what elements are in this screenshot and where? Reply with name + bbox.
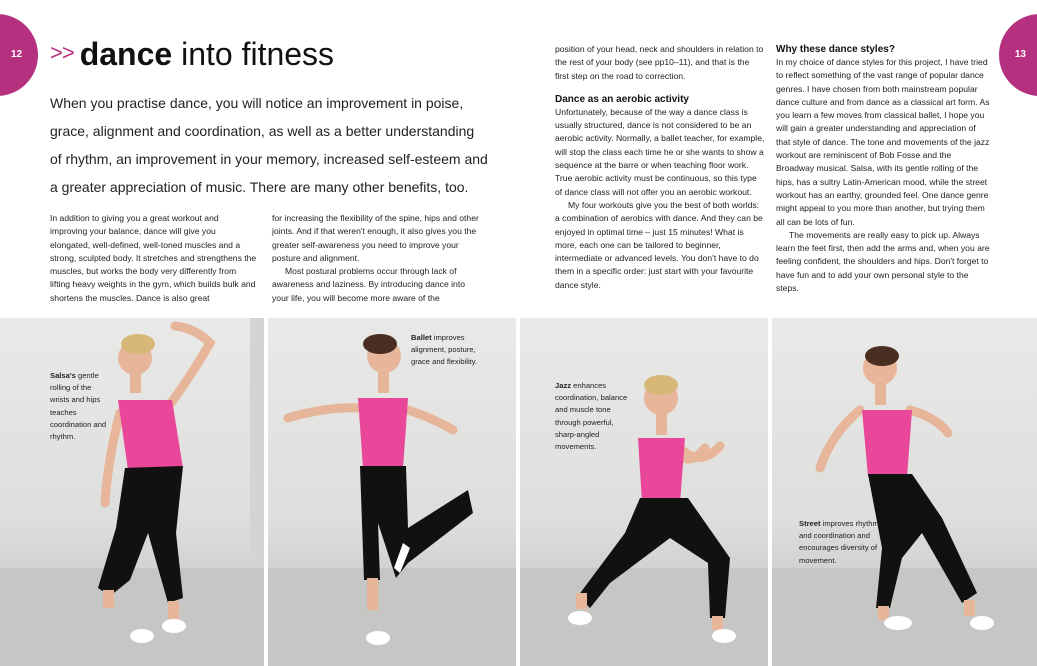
jazz-dancer-illustration (520, 318, 768, 666)
intro-paragraph (50, 89, 490, 201)
body-paragraph: position of your head, neck and shoulders in relation to the rest of your body (see pp10–11), and that is the first step on the road to correction. (555, 44, 764, 81)
body-column-3 (555, 43, 765, 292)
photo-jazz (520, 318, 768, 666)
body-paragraph: for increasing the flexibility of the spine, hips and other joints. And if that weren't enough, it also gives you the greater self-awareness you need to improve your posture and alignment. (272, 213, 479, 263)
street-dancer-illustration (772, 318, 1037, 666)
page-title (50, 36, 334, 73)
intro-line: grace, alignment and coordination, as well as a better understanding (50, 123, 475, 139)
section-heading-aerobic: Dance as an aerobic activity (555, 93, 689, 105)
photo-street (772, 318, 1037, 666)
caption-text: improves alignment, posture, grace and flexibility. (411, 333, 478, 367)
title-bold: dance (79, 36, 173, 72)
caption-bold: Salsa's (50, 371, 76, 380)
caption-ballet (411, 332, 483, 369)
caption-bold: Ballet (411, 333, 432, 342)
page-number-right: 13 (1014, 49, 1026, 60)
title-chevrons: >> (50, 40, 74, 65)
caption-text: improves rhythm and coordination and encourages diversity of movement. (799, 519, 879, 565)
title-rest: into fitness (172, 36, 335, 72)
caption-jazz (555, 380, 629, 453)
page-number-left: 12 (11, 49, 23, 60)
caption-street (799, 518, 879, 567)
intro-line: When you practise dance, you will notice an improvement in poise, (50, 95, 464, 111)
caption-text: enhances coordination, balance and muscle tone through powerful, sharp-angled movements. (555, 381, 628, 452)
salsa-dancer-illustration (0, 318, 264, 666)
intro-line: of rhythm, an improvement in your memory, increased self-esteem and (50, 151, 488, 167)
body-paragraph: In addition to giving you a great workout and improving your balance, dance will give you elongated, well-defined, well-toned muscles and a strong, sculpted body. It stretches and strengthens the muscles, but works the body very differently from lifting heavy weights in the gym, which builds bulk and shortens the muscles. Dance is also great (50, 213, 257, 303)
section-heading-styles: Why these dance styles? (776, 44, 895, 55)
caption-text: gentle rolling of the wrists and hips teaches coordination and rhythm. (50, 371, 107, 442)
body-column-4 (776, 43, 990, 295)
body-paragraph: Unfortunately, because of the way a dance class is usually structured, dance is not considered to be an aerobic activity. Normally, a ballet teacher, for example, will stop the class each time he or she wants to show a sequence at the barre or when teaching floor work. True aerobic activity must be continuous, so this type of dance class will not offer you an aerobic workout. (555, 106, 765, 197)
intro-line: a greater appreciation of music. There are many other benefits, too. (50, 179, 469, 195)
body-column-2 (272, 212, 479, 305)
body-paragraph: Most postural problems occur through lack of awareness and laziness. By introducing dance into your life, you will become more aware of the (272, 266, 465, 303)
caption-salsa (50, 370, 112, 443)
caption-bold: Jazz (555, 381, 572, 390)
body-column-1 (50, 212, 258, 305)
caption-bold: Street (799, 519, 821, 528)
body-paragraph: My four workouts give you the best of both worlds: a combination of aerobics with dance. And they can be enjoyed in optimal time – just 15 minutes! What is more, each one can be tailored to beginner, intermediate or advanced levels. You don't have to do them in a specific order: just start with your favourite dance style. (555, 199, 763, 290)
body-paragraph: In my choice of dance styles for this project, I have tried to reflect something of the vast range of popular dance genres. I have chosen from both mainstream popular dance culture and from dance as a classical art form. As you learn a few moves from classical ballet, I hope you will gain a greater understanding and appreciation of that style of dance. The tone and movements of the jazz workout are reminiscent of Bob Fosse and the Broadway musical. Salsa, with its gentle rolling of the hips, has a sultry Latin-American mood, while the street workout has an earthy, grounded feel. One dance genre might appeal to you more than another, but trying them all can be lots of fun. (776, 57, 990, 227)
ballet-dancer-illustration (268, 318, 516, 666)
photo-ballet (268, 318, 516, 666)
photo-salsa (0, 318, 264, 666)
body-paragraph: The movements are really easy to pick up. Always learn the feet first, then add the arms and, when you are feeling confident, the shoulders and hips. Don't forget to have fun and to add your own personal style to the steps. (776, 229, 990, 294)
